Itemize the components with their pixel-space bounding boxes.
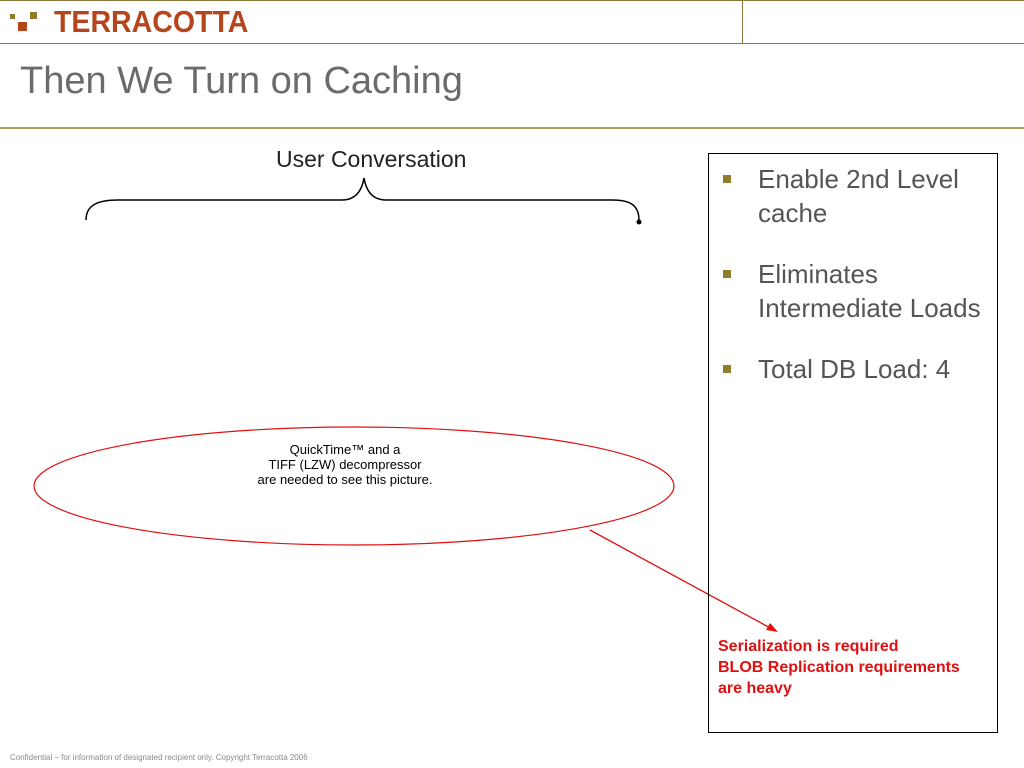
placeholder-line-1: QuickTime™ and a: [289, 442, 401, 457]
list-item: [723, 162, 991, 230]
note-line-1: Serialization is required: [718, 638, 899, 655]
note-line-3: are heavy: [718, 680, 792, 697]
bullet-text: Eliminates Intermediate Loads: [758, 259, 981, 323]
list-item: [723, 352, 991, 386]
note-line-2: BLOB Replication requirements: [718, 659, 960, 676]
placeholder-line-2: TIFF (LZW) decompressor: [268, 457, 422, 472]
conversation-brace: [86, 178, 639, 220]
callout-note: [718, 636, 998, 699]
list-item: [723, 257, 991, 325]
bullet-square-icon: [723, 175, 731, 183]
bullet-square-icon: [723, 365, 731, 373]
brace-end-dot: [637, 220, 642, 225]
placeholder-line-3: are needed to see this picture.: [257, 472, 433, 487]
conversation-label: User Conversation: [276, 146, 467, 172]
bullet-text: Enable 2nd Level cache: [758, 164, 959, 228]
image-placeholder-text: [200, 442, 490, 487]
bullet-square-icon: [723, 270, 731, 278]
bullet-list: [723, 162, 991, 413]
bullet-text: Total DB Load: 4: [758, 354, 951, 384]
logo-wordmark: TERRACOTTA: [54, 4, 249, 39]
slide-title: Then We Turn on Caching: [20, 60, 463, 102]
footer-text: Confidential – for information of designated recipient only. Copyright Terracotta 2006: [10, 753, 308, 762]
